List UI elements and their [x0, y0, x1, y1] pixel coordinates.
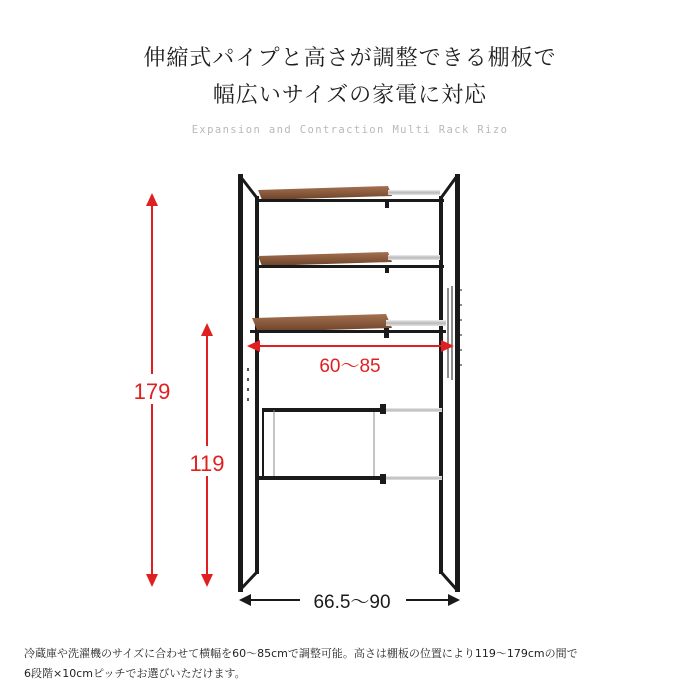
product-subtitle: Expansion and Contraction Multi Rack Rizo [191, 124, 509, 136]
arrow-down-icon [201, 574, 213, 587]
lower-crossbar-upper [262, 404, 442, 478]
height-119-dimension [183, 323, 231, 587]
lower-crossbar-bottom [256, 474, 442, 484]
shelf-top [258, 186, 444, 208]
rack-frame [238, 174, 462, 592]
height-119-label: 119 [189, 451, 225, 476]
arrow-up-icon [146, 193, 158, 206]
shelf-middle [258, 252, 444, 273]
shelf-width-dimension [247, 340, 454, 377]
shelf-lower [250, 314, 446, 338]
arrow-left-icon [239, 594, 251, 606]
height-179-label: 179 [133, 379, 171, 404]
base-width-label: 66.5〜90 [313, 592, 391, 613]
height-179-dimension [128, 193, 176, 587]
base-width-dimension [239, 588, 460, 614]
arrow-down-icon [146, 574, 158, 587]
arrow-up-icon [201, 323, 213, 336]
headline-line-1: 伸縮式パイプと高さが調整できる棚板で [143, 46, 557, 71]
arrow-right-icon [448, 594, 460, 606]
arrow-left-icon [247, 340, 260, 352]
footnote-line-2: 6段階×10cmピッチでお選びいただけます。 [24, 667, 246, 680]
footnote-line-1: 冷蔵庫や洗濯機のサイズに合わせて横幅を60〜85cmで調整可能。高さは棚板の位置により119〜179cmの間で [24, 647, 578, 660]
headline-line-2: 幅広いサイズの家電に対応 [212, 83, 488, 108]
adjustment-holes [247, 368, 249, 401]
shelf-width-label: 60〜85 [319, 356, 381, 377]
